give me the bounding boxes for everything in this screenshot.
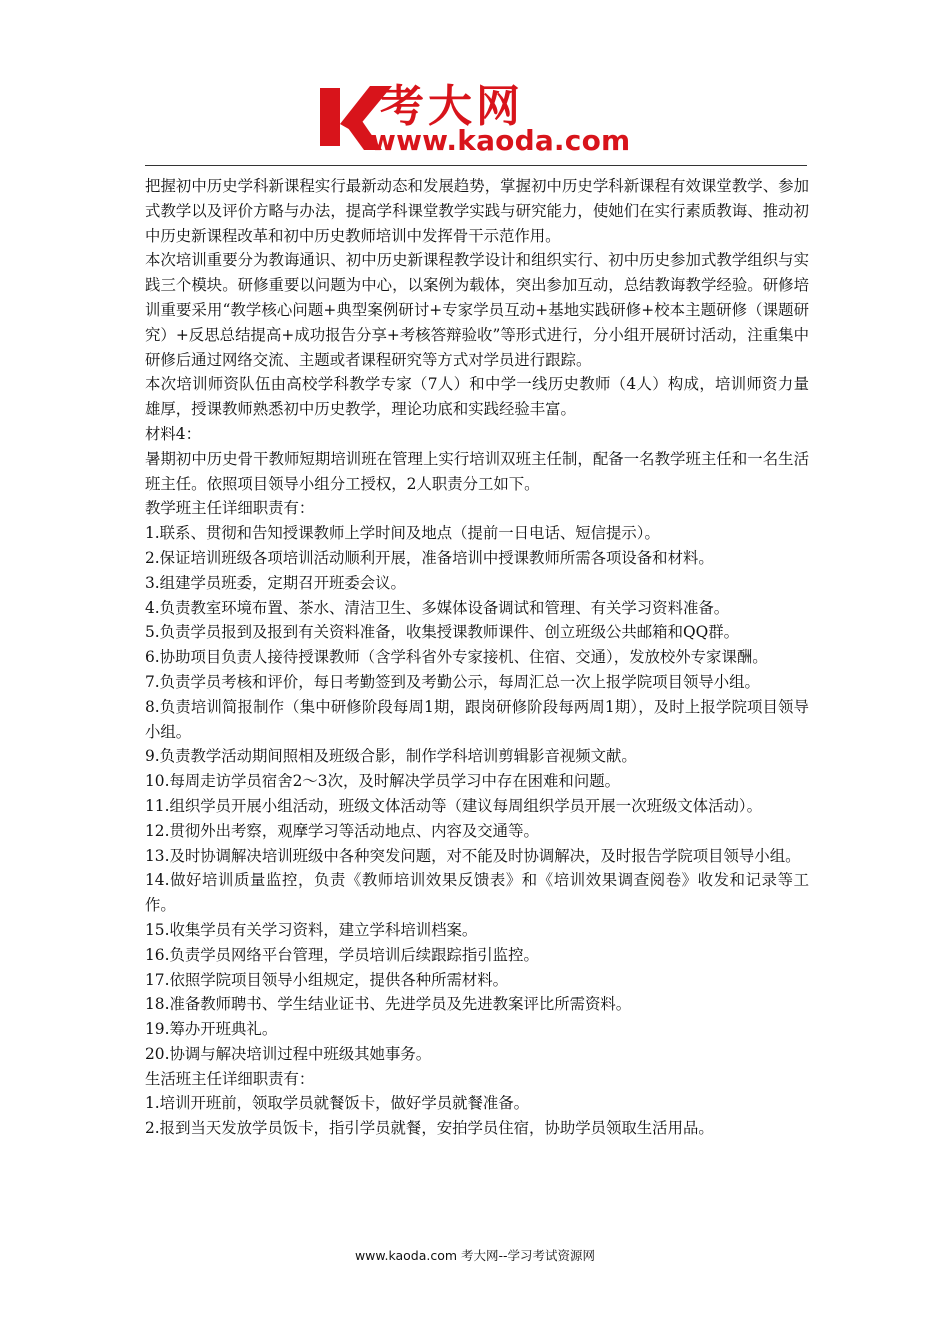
list-item: 10.每周走访学员宿舍2～3次，及时解决学员学习中存在困难和问题。: [145, 772, 620, 791]
list-item: 9.负责教学活动期间照相及班级合影，制作学科培训剪辑影音视频文献。: [145, 747, 637, 766]
header-divider: [145, 165, 807, 166]
list-item: 8.负责培训简报制作（集中研修阶段每周1期，跟岗研修阶段每两周1期），及时上报学院项目领导小组。: [145, 697, 809, 741]
list-item: 19.筹办开班典礼。: [145, 1020, 278, 1039]
list-item: 11.组织学员开展小组活动，班级文体活动等（建议每周组织学员开展一次班级文体活动）。: [145, 796, 763, 815]
list-item: 14.做好培训质量监控，负责《教师培训效果反馈表》和《培训效果调查阅卷》收发和记录等工作。: [145, 871, 809, 915]
paragraph: 暑期初中历史骨干教师短期培训班在管理上实行培训双班主任制，配备一名教学班主任和一名生活班主任。依照项目领导小组分工授权，2人职责分工如下。: [145, 449, 809, 493]
list-item: 20.协调与解决培训过程中班级其她事务。: [145, 1044, 432, 1063]
page-footer[interactable]: www.kaoda.com 考大网--学习考试资源网: [354, 1248, 596, 1263]
document-body: [145, 174, 809, 1141]
list-item: 7.负责学员考核和评价，每日考勤签到及考勤公示，每周汇总一次上报学院项目领导小组。: [145, 672, 760, 691]
list-item: 18.准备教师聘书、学生结业证书、先进学员及先进教案评比所需资料。: [145, 995, 632, 1014]
page-header: [0, 0, 950, 168]
logo-title: 考大网: [380, 81, 524, 132]
list-item: 15.收集学员有关学习资料，建立学科培训档案。: [145, 920, 478, 939]
list-item: 13.及时协调解决培训班级中各种突发问题，对不能及时协调解决，及时报告学院项目领导小组。: [145, 846, 801, 865]
paragraph: 把握初中历史学科新课程实行最新动态和发展趋势，掌握初中历史学科新课程有效课堂教学、参加式教学以及评价方略与办法，提高学科课堂教学实践与研究能力，使她们在实行素质教诲、推动初中历史新课程改革和初中历史教师培训中发挥骨干示范作用。: [145, 177, 809, 245]
list-item: 2.报到当天发放学员饭卡，指引学员就餐，安拍学员住宿，协助学员领取生活用品。: [145, 1119, 714, 1138]
logo-url: www.kaoda.com: [370, 124, 631, 157]
list-item: 5.负责学员报到及报到有关资料准备，收集授课教师课件、创立班级公共邮箱和QQ群。: [145, 623, 739, 642]
section-heading: 材料4：: [145, 424, 201, 443]
list-item: 17.依照学院项目领导小组规定，提供各种所需材料。: [145, 970, 509, 989]
list-item: 12.贯彻外出考察，观摩学习等活动地点、内容及交通等。: [145, 821, 539, 840]
list-item: 6.协助项目负责人接待授课教师（含学科省外专家接机、住宿、交通），发放校外专家课酬。: [145, 648, 768, 667]
list-item: 1.培训开班前，领取学员就餐饭卡，做好学员就餐准备。: [145, 1094, 530, 1113]
kaoda-logo[interactable]: [318, 72, 648, 162]
list-item: 1.联系、贯彻和告知授课教师上学时间及地点（提前一日电话、短信提示）。: [145, 524, 660, 543]
list-item: 2.保证培训班级各项培训活动顺利开展，准备培训中授课教师所需各项设备和材料。: [145, 548, 714, 567]
paragraph: 本次培训师资队伍由高校学科教学专家（7人）和中学一线历史教师（4人）构成，培训师资力量雄厚，授课教师熟悉初中历史教学，理论功底和实践经验丰富。: [145, 375, 809, 419]
list-item: 3.组建学员班委，定期召开班委会议。: [145, 573, 406, 592]
paragraph: 本次培训重要分为教诲通识、初中历史新课程教学设计和组织实行、初中历史参加式教学组织与实践三个模块。研修重要以问题为中心，以案例为载体，突出参加互动，总结教诲教学经验。研修培训重要采用“教学核心问题+典型案例研讨+专家学员互动+基地实践研修+校本主题研修（课题研究）+反思总结提高+成功报告分享+考核答辩验收”等形式进行，分小组开展研讨活动，注重集中研修后通过网络交流、主题或者课程研究等方式对学员进行跟踪。: [145, 251, 809, 369]
list-item: 4.负责教室环境布置、茶水、清洁卫生、多媒体设备调试和管理、有关学习资料准备。: [145, 598, 730, 617]
section-heading: 教学班主任详细职责有：: [145, 499, 315, 518]
list-item: 16.负责学员网络平台管理，学员培训后续跟踪指引监控。: [145, 945, 539, 964]
section-heading: 生活班主任详细职责有：: [145, 1069, 315, 1088]
